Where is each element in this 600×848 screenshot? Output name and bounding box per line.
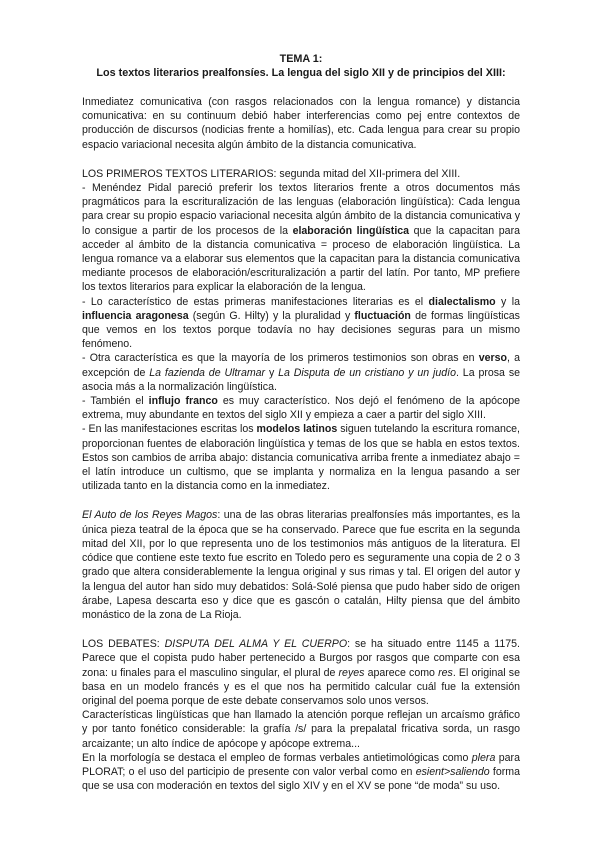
bold-term: fluctuación <box>354 309 411 322</box>
text-run: . El original se basa en un modelo francés y es el que nos ha permitido calcular cuál fue la extensión original del poema porque de este debate conservamos solo unos versos. <box>82 666 520 707</box>
text-run: forma que se usa con moderación en textos del siglo XIV y en el XV se pone “de moda” su uso. <box>82 765 520 793</box>
intro-paragraph: Inmediatez comunicativa (con rasgos relacionados con la lengua romance) y distancia comunicativa: en su continuum debió haber interferencias como pej entre contextos de producción de discursos (nodicias frente a homilías), etc. Cada lengua para crear su propio espacio variacional necesita algún ámbito de la distancia comunicativa. <box>82 96 520 151</box>
italic-word: reyes <box>338 666 365 679</box>
text-run: para PLORAT; o el uso del participio de presente con valor verbal como en <box>82 751 520 778</box>
primeros-heading <box>82 167 520 181</box>
text-run: - En las manifestaciones escritas los <box>82 423 257 436</box>
italic-word: plera <box>471 751 496 764</box>
bold-term: elaboración lingüística <box>292 224 410 237</box>
text-run: - Lo característico de estas primeras manifestaciones literarias es el <box>82 295 429 308</box>
spacer <box>82 80 520 95</box>
italic-title: DISPUTA DEL ALMA Y EL CUERPO <box>164 638 348 651</box>
text-run: y la <box>495 295 520 308</box>
spacer <box>82 493 520 508</box>
italic-title: La fazienda de Ultramar <box>149 366 266 379</box>
bold-term: influjo franco <box>148 395 218 408</box>
primeros-paragraph-5 <box>82 422 520 493</box>
bold-term: verso <box>478 352 507 365</box>
debates-paragraph-2: Características lingüísticas que han llamado la atención porque reflejan un arcaísmo gráfico y por tanto fonético considerable: la grafía /s/ para la prepalatal fricativa sorda, un rasgo arcaizante; un alto índice de apócope y apócope extrema... <box>82 709 520 750</box>
text-run: - También el <box>82 395 149 408</box>
text-run: . La prosa se asocia más a la normalización lingüística. <box>82 366 521 393</box>
italic-title: El Auto de los Reyes Magos <box>82 509 218 522</box>
italic-word: esient>saliendo <box>415 765 490 778</box>
auto-paragraph <box>82 508 520 622</box>
debates-paragraph-1 <box>82 637 520 708</box>
document-subtitle: Los textos literarios prealfonsíes. La lengua del siglo XII y de principios del XIII: <box>96 67 506 79</box>
primeros-heading-rest: : segunda mitad del XII-primera del XIII. <box>273 167 461 180</box>
text-run: - Otra característica es que la mayoría de los primeros testimonios son obras en <box>82 352 479 365</box>
text-run: : una de las obras literarias prealfonsíes más importantes, es la única pieza teatral de la época que se ha conservado. Parece que fue escrita en la segunda mitad del XII, por lo que representa uno de los testimonios más antiguos de la literatura. El códice que contiene este texto fue escrito en Toledo pero es seguramente una copia de 2 o 3 grado que altera considerablemente la lengua original y sus rimas y tal. El origen del autor y la lengua del autor han sido muy debatidos: Solá-Solé piensa que pudo haber sido de origen árabe, Lapesa descarta eso y dice que es gascón o catalán, Hilty piensa que del ámbito monástico de la zona de La Rioja. <box>82 509 520 621</box>
spacer <box>82 622 520 637</box>
bold-term: modelos latinos <box>256 423 338 436</box>
text-run: aparece como <box>364 666 439 679</box>
bold-term: dialectalismo <box>428 295 496 308</box>
italic-title: La Disputa de un cristiano y un judío <box>278 366 456 379</box>
document-page <box>82 52 520 793</box>
debates-heading: LOS DEBATES: <box>82 638 165 651</box>
text-run: es muy característico. Nos dejó el fenómeno de la apócope extrema, muy abundante en textos del siglo XII y empieza a caer a partir del siglo XIII. <box>82 395 521 422</box>
text-run: y <box>265 366 279 379</box>
primeros-paragraph-1 <box>82 181 520 295</box>
primeros-paragraph-3 <box>82 351 520 394</box>
text-run: - Menéndez Pidal pareció preferir los textos literarios frente a otros documentos más pragmáticos para la escrituralización de las lenguas (elaboración lingüística): Cada lengua para crear su propio espacio variacional necesita algún ámbito de la distancia comunicativa y lo consigue a partir de los procesos de la <box>82 182 520 237</box>
primeros-paragraph-4 <box>82 394 520 422</box>
bold-term: influencia aragonesa <box>82 309 189 322</box>
text-run: que la capacitan para acceder al ámbito de la distancia comunicativa = proceso de elaboración lingüística. La lengua romance va a elaborar sus elementos que la capacitan para la distancia comunicativa mediante procesos de elaboración/escrituralización a partir del latín. Por tanto, MP prefiere los textos literarios para explicar la elaboración de la lengua. <box>82 224 520 294</box>
spacer <box>82 152 520 167</box>
text-run: En la morfología se destaca el empleo de formas verbales antietimológicas como <box>82 751 472 764</box>
primeros-heading-label: LOS PRIMEROS TEXTOS LITERARIOS <box>82 167 274 180</box>
text-run: (según G. Hilty) y la pluralidad y <box>188 309 355 322</box>
text-run: de formas lingüísticas que vemos en los textos porque todavía no hay decisiones seguras para un mismo fenómeno. <box>82 309 520 351</box>
tema-heading: TEMA 1: <box>279 53 323 65</box>
text-run: siguen tutelando la escritura romance, proporcionan fuentes de elaboración lingüística y temas de los que se habla en estos textos. Estos son cambios de arriba abajo: distancia comunicativa arriba frente a inmediatez abajo = el latín introduce un cultismo, que se implanta y normaliza en la lengua pasando a ser utilizada tanto en la distancia como en la inmediatez. <box>82 423 520 493</box>
primeros-paragraph-2 <box>82 295 520 352</box>
text-run: , a excepción de <box>82 352 520 379</box>
text-run: : se ha situado entre 1145 a 1175. Parece que el copista pudo haber pertenecido a Burgos por rasgos que comparte con esa zona: u finales para el masculino singular, el plural de <box>82 638 520 679</box>
debates-paragraph-3 <box>82 751 520 794</box>
italic-word: res <box>438 666 453 679</box>
